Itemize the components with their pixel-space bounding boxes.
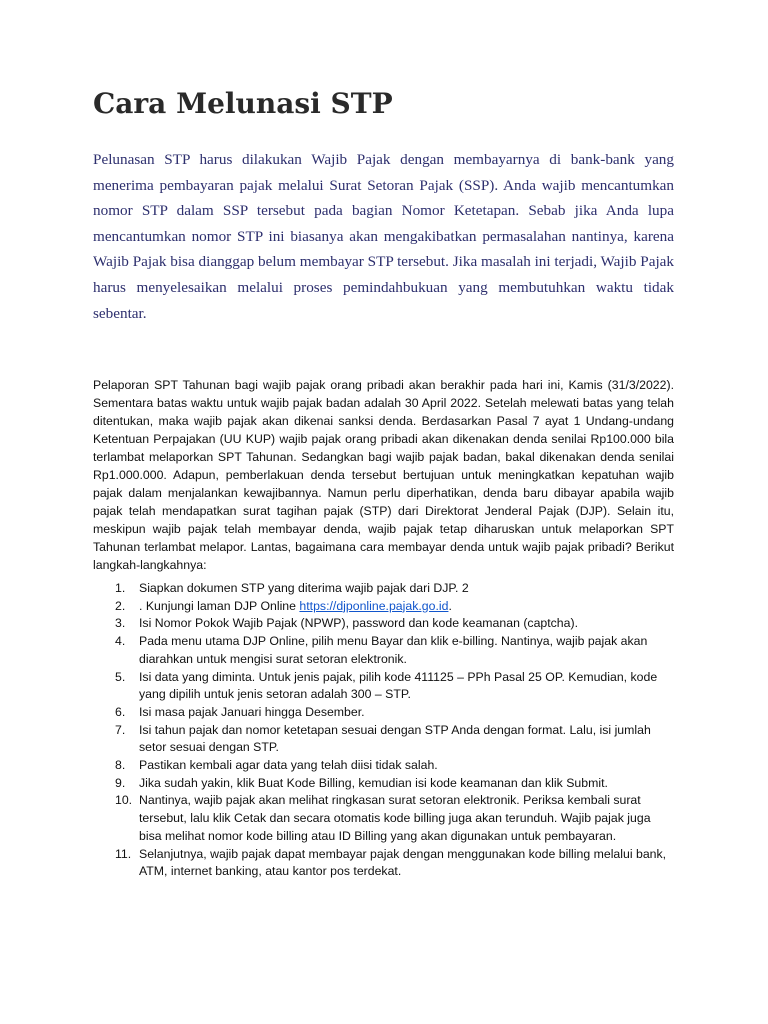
list-item-text: Isi masa pajak Januari hingga Desember. <box>139 704 365 719</box>
list-item <box>93 722 674 757</box>
list-item <box>93 598 674 616</box>
list-item-number: 6. <box>115 704 126 719</box>
list-item-number: 11. <box>115 846 132 861</box>
intro-paragraph: Pelunasan STP harus dilakukan Wajib Pajak dengan membayarnya di bank-bank yang menerima pembayaran pajak melalui Surat Setoran Pajak (SSP). Anda wajib mencantumkan nomor STP dalam SSP tersebut pada bagian Nomor Ketetapan. Sebab jika Anda lupa mencantumkan nomor STP ini biasanya akan mengakibatkan permasalahan nantinya, karena Wajib Pajak bisa dianggap belum membayar STP tersebut. Jika masalah ini terjadi, Wajib Pajak harus menyelesaikan melalui proses pemindahbukuan yang membutuhkan waktu tidak sebentar. <box>93 151 674 322</box>
list-item-number: 2. <box>115 598 126 613</box>
list-item <box>93 846 674 881</box>
body-paragraph: Pelaporan SPT Tahunan bagi wajib pajak orang pribadi akan berakhir pada hari ini, Kamis (31/3/2022). Sementara batas waktu untuk wajib pajak badan adalah 30 April 2022. Setelah melewati batas yang telah ditentukan, maka wajib pajak akan dikenai sanksi denda. Berdasarkan Pasal 7 ayat 1 Undang-undang Ketentuan Perpajakan (UU KUP) wajib pajak orang pribadi akan dikenakan denda senilai Rp100.000 bila terlambat melaporkan SPT Tahunan. Sedangkan bagi wajib pajak badan, bakal dikenakan denda senilai Rp1.000.000. Adapun, pemberlakuan denda tersebut bertujuan untuk meningkatkan kepatuhan wajib pajak dalam menjalankan kewajibannya. Namun perlu diperhatikan, denda baru dibayar apabila wajib pajak telah mendapatkan surat tagihan pajak (STP) dari Direktorat Jenderal Pajak (DJP). Selain itu, meskipun wajib pajak telah membayar denda, wajib pajak tetap diharuskan untuk melaporkan SPT Tahunan terlambat melapor. Lantas, bagaimana cara membayar denda untuk wajib pajak pribadi? Berikut langkah-langkahnya: <box>93 378 674 572</box>
page-title: Cara Melunasi STP <box>93 87 393 120</box>
djponline-link[interactable]: https://djponline.pajak.go.id <box>299 598 449 613</box>
list-item-number: 4. <box>115 634 126 649</box>
list-item-text: Isi Nomor Pokok Wajib Pajak (NPWP), password dan kode keamanan (captcha). <box>139 616 578 631</box>
list-item <box>93 757 674 775</box>
list-item-number: 3. <box>115 616 126 631</box>
list-item-text: Pada menu utama DJP Online, pilih menu Bayar dan klik e-billing. Nantinya, wajib pajak akan diarahkan untuk mengisi surat setoran elektronik. <box>139 634 648 666</box>
list-item-number: 8. <box>115 758 126 773</box>
list-item-text-end: . <box>448 598 452 613</box>
list-item-text: . Kunjungi laman DJP Online <box>139 598 300 613</box>
list-item-text: Nantinya, wajib pajak akan melihat ringkasan surat setoran elektronik. Periksa kembali surat tersebut, lalu klik Cetak dan secara otomatis kode billing juga akan terunduh. Wajib pajak juga bisa melihat nomor kode billing atau ID Billing yang akan digunakan untuk pembayaran. <box>139 793 651 843</box>
list-item <box>93 775 674 793</box>
list-item <box>93 669 674 704</box>
list-item-text: Siapkan dokumen STP yang diterima wajib pajak dari DJP. 2 <box>139 581 469 595</box>
list-item <box>93 633 674 668</box>
list-item-text: Selanjutnya, wajib pajak dapat membayar pajak dengan menggunakan kode billing melalui bank, ATM, internet banking, atau kantor pos terdekat. <box>139 846 667 879</box>
list-item-text: Isi data yang diminta. Untuk jenis pajak, pilih kode 411125 – PPh Pasal 25 OP. Kemudian, kode yang dipilih untuk jenis setoran adalah 300 – STP. <box>139 669 658 702</box>
list-item-text: Pastikan kembali agar data yang telah diisi tidak salah. <box>139 758 438 773</box>
list-item-number: 10. <box>115 793 133 808</box>
list-item <box>93 580 674 598</box>
list-item <box>93 792 674 845</box>
list-item-number: 5. <box>115 669 126 684</box>
list-item-number: 1. <box>115 581 126 595</box>
list-item <box>93 615 674 633</box>
list-item-text: Jika sudah yakin, klik Buat Kode Billing, kemudian isi kode keamanan dan klik Submit. <box>139 775 608 790</box>
list-item-text: Isi tahun pajak dan nomor ketetapan sesuai dengan STP Anda dengan format. Lalu, isi jumlah setor sesuai dengan STP. <box>139 722 651 755</box>
list-item-number: 9. <box>115 775 126 790</box>
list-item <box>93 704 674 722</box>
list-item-number: 7. <box>115 722 126 737</box>
steps-list <box>93 580 674 881</box>
